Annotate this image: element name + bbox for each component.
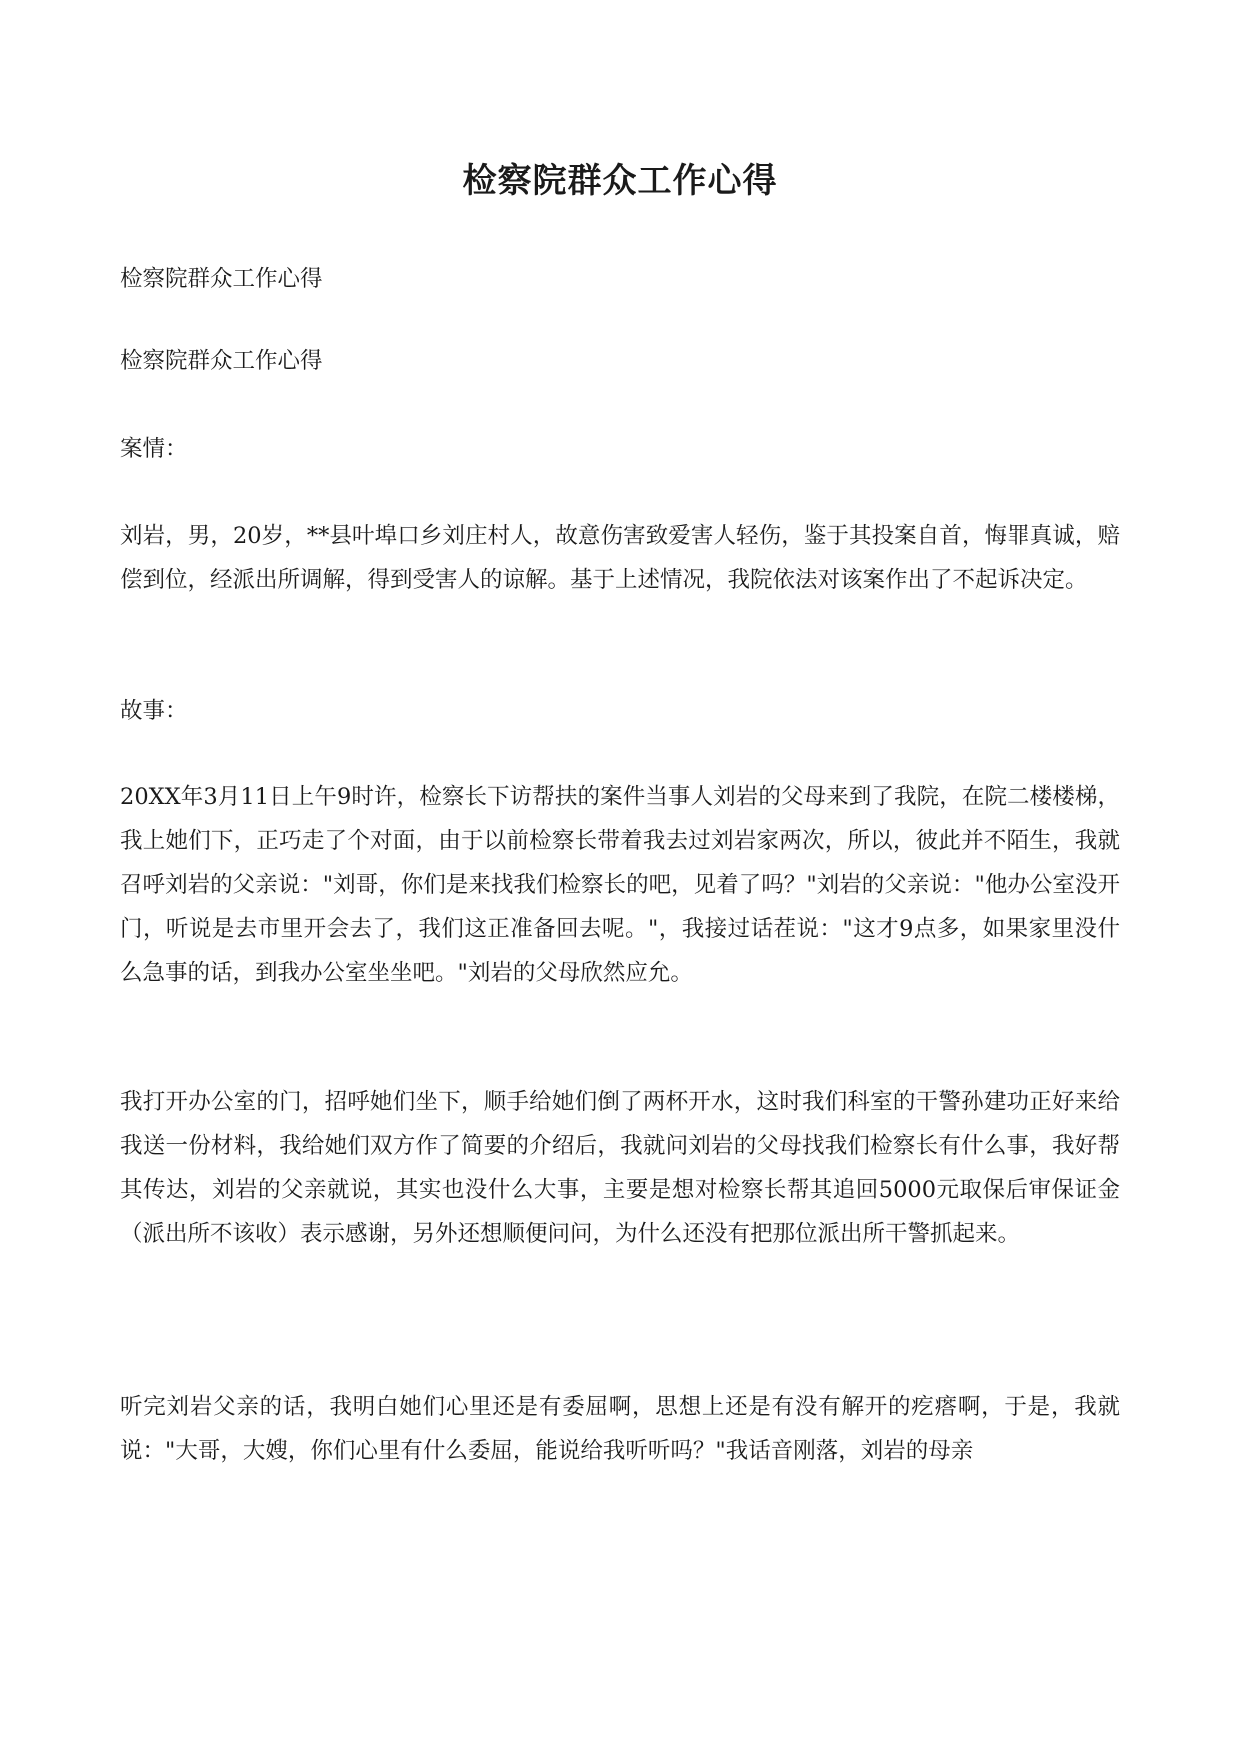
paragraph-case-heading: 案情：: [120, 436, 188, 462]
document-title: 检察院群众工作心得: [462, 161, 778, 201]
paragraph-story-heading: 故事：: [120, 698, 188, 724]
paragraph-story-2: 我打开办公室的门，招呼她们坐下，顺手给她们倒了两杯开水，这时我们科室的干警孙建功正好来给我送一份材料，我给她们双方作了简要的介绍后，我就问刘岩的父母找我们检察长有什么事，我好帮其传达，刘岩的父亲就说，其实也没什么大事，主要是想对检察长帮其追回5000元取保后审保证金（派出所不该收）表示感谢，另外还想顺便问问，为什么还没有把那位派出所干警抓起来。: [120, 1089, 1120, 1247]
paragraph-story-3: 听完刘岩父亲的话，我明白她们心里还是有委屈啊，思想上还是有没有解开的疙瘩啊，于是，我就说："大哥，大嫂，你们心里有什么委屈，能说给我听听吗？"我话音刚落，刘岩的母亲: [120, 1394, 1120, 1464]
paragraph-subtitle-2: 检察院群众工作心得: [120, 348, 323, 374]
paragraph-story-1: 20XX年3月11日上午9时许，检察长下访帮扶的案件当事人刘岩的父母来到了我院，在院二楼楼梯，我上她们下，正巧走了个对面，由于以前检察长带着我去过刘岩家两次，所以，彼此并不陌生，我就召呼刘岩的父亲说："刘哥，你们是来找我们检察长的吧，见着了吗？"刘岩的父亲说："他办公室没开门，听说是去市里开会去了，我们这正准备回去呢。"，我接过话茬说："这才9点多，如果家里没什么急事的话，到我办公室坐坐吧。"刘岩的父母欣然应允。: [120, 784, 1120, 986]
paragraph-case-body: 刘岩，男，20岁，**县叶埠口乡刘庄村人，故意伤害致爱害人轻伤，鉴于其投案自首，悔罪真诚，赔偿到位，经派出所调解，得到受害人的谅解。基于上述情况，我院依法对该案作出了不起诉决定。: [120, 523, 1120, 593]
paragraph-subtitle-1: 检察院群众工作心得: [120, 266, 323, 292]
